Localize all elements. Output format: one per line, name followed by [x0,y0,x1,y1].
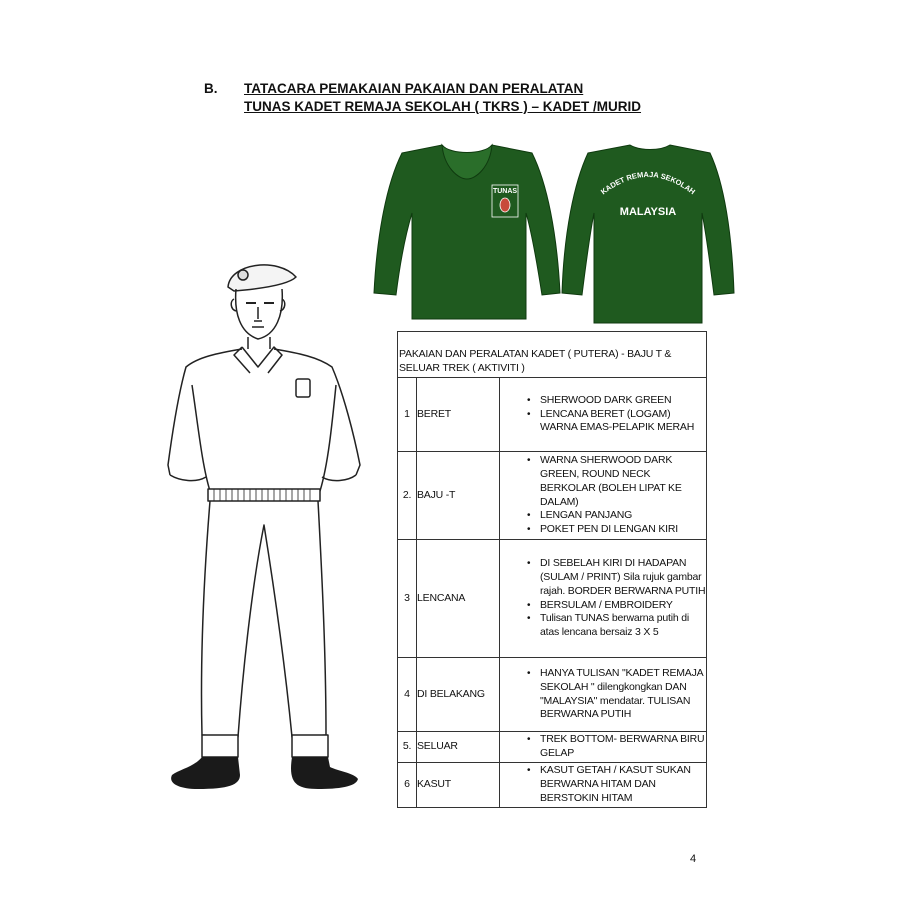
table-row [398,658,707,732]
bullet-item: • POKET PEN DI LENGAN KIRI [540,523,706,537]
shirt-front-illustration [372,143,562,323]
table-row [398,540,707,658]
table-row [398,732,707,763]
table-row [398,763,707,808]
row-description [500,732,707,763]
cadet-uniform-illustration [158,255,373,810]
heading-line-1: TATACARA PEMAKAIAN PAKAIAN DAN PERALATAN [244,81,584,96]
table-row [398,452,707,540]
bullet-item: • TREK BOTTOM- BERWARNA BIRU GELAP [540,733,706,761]
row-description [500,378,707,452]
page-number: 4 [690,853,697,865]
shirt-back-label: MALAYSIA [619,206,677,218]
row-number: 3 [398,540,417,658]
heading-line-2: TUNAS KADET REMAJA SEKOLAH ( TKRS ) – KADET /MURID [244,99,642,114]
row-number: 1 [398,378,417,452]
bullet-item: • LENCANA BERET (LOGAM) WARNA EMAS-PELAPIK MERAH [540,408,706,436]
table-caption: PAKAIAN DAN PERALATAN KADET ( PUTERA) - BAJU T & SELUAR TREK ( AKTIVITI ) [398,332,707,378]
row-number: 6 [398,763,417,808]
bullet-item: • WARNA SHERWOOD DARK GREEN, ROUND NECK BERKOLAR (BOLEH LIPAT KE DALAM) [540,454,706,509]
bullet-item: • HANYA TULISAN "KADET REMAJA SEKOLAH " dilengkongkan DAN "MALAYSIA" mendatar. TULISAN BERWARNA PUTIH [540,667,706,722]
row-description [500,763,707,808]
bullet-item: • SHERWOOD DARK GREEN [540,394,706,408]
row-description [500,658,707,732]
row-item: BERET [417,378,500,452]
bullet-item: • DI SEBELAH KIRI DI HADAPAN (SULAM / PRINT) Sila rujuk gambar rajah. BORDER BERWARNA PUTIH [540,557,706,598]
row-number: 5. [398,732,417,763]
table-row [398,378,707,452]
row-item: DI BELAKANG [417,658,500,732]
shirt-back-illustration [560,143,735,325]
row-item: KASUT [417,763,500,808]
row-number: 4 [398,658,417,732]
row-item: SELUAR [417,732,500,763]
row-number: 2. [398,452,417,540]
row-description [500,540,707,658]
shirt-front-label: TUNAS [492,188,518,195]
bullet-item: • KASUT GETAH / KASUT SUKAN BERWARNA HITAM DAN BERSTOKIN HITAM [540,764,706,805]
row-description [500,452,707,540]
row-item: LENCANA [417,540,500,658]
bullet-item: • LENGAN PANJANG [540,509,706,523]
bullet-item: • BERSULAM / EMBROIDERY [540,599,706,613]
bullet-item: • Tulisan TUNAS berwarna putih di atas lencana bersaiz 3 X 5 [540,612,706,640]
uniform-table [397,331,707,808]
row-item: BAJU -T [417,452,500,540]
section-letter: B. [204,81,218,96]
shirt-back-arc-label: KADET REMAJA SEKOLAH [599,169,697,197]
table-caption-row [398,332,707,378]
